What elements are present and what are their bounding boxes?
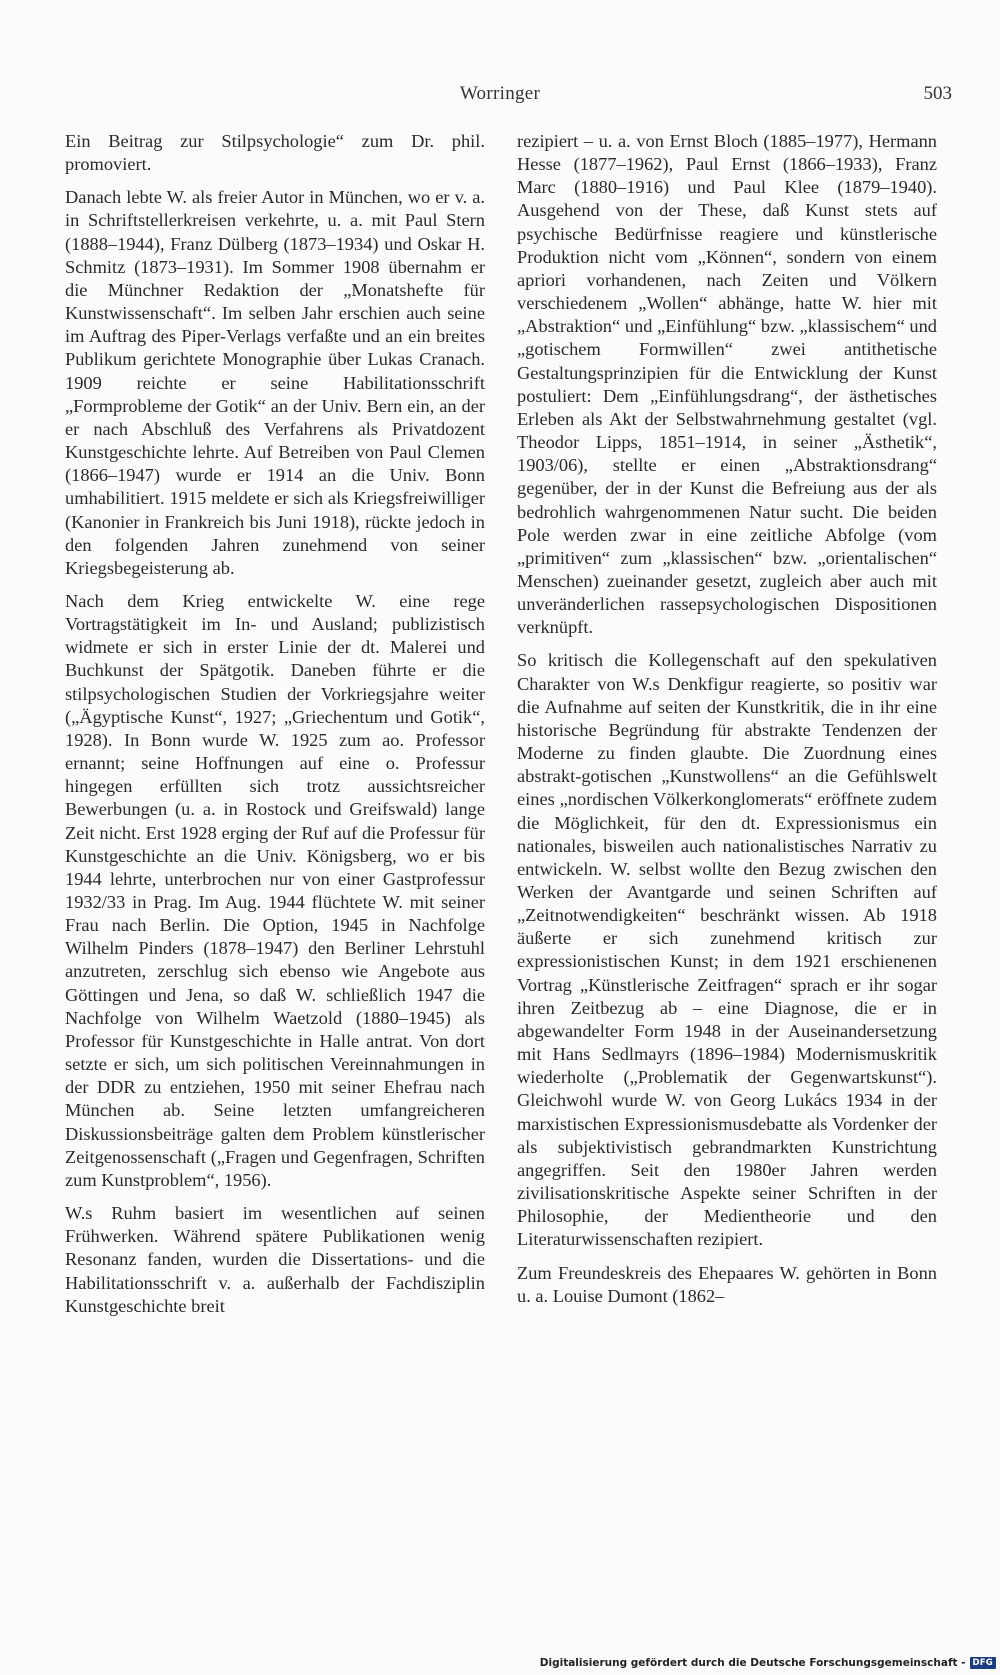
paragraph: Danach lebte W. als freier Autor in München, wo er v. a. in Schriftstellerkreisen verkehrte, u. a. mit Paul Stern (1888–1944), Franz Dülberg (1873–1934) und Oskar H. Schmitz (1873–1931). Im Sommer 1908 übernahm er die Münchner Redaktion der „Monatshefte für Kunstwissenschaft“. Im selben Jahr erschien auch seine im Auftrag des Piper-Verlags verfaßte und an ein breites Publikum gerichtete Monographie über Lukas Cranach. 1909 reichte er seine Habilitationsschrift „Formprobleme der Gotik“ an der Univ. Bern ein, an der er nach Abschluß des Verfahrens als Privatdozent Kunstgeschichte lehrte. Auf Betreiben von Paul Clemen (1866–1947) wurde er 1914 an die Univ. Bonn umhabilitiert. 1915 meldete er sich als Kriegsfreiwilliger (Kanonier in Frankreich bis Juni 1918), rückte jedoch in den folgenden Jahren zunehmend von seiner Kriegsbegeisterung ab. [65, 187, 485, 578]
dfg-logo: DFG [970, 1657, 996, 1669]
page-number: 503 [923, 83, 952, 104]
right-column [517, 130, 937, 1308]
paragraph: Ein Beitrag zur Stilpsychologie“ zum Dr. phil. promoviert. [65, 131, 485, 175]
paragraph: Zum Freundeskreis des Ehepaares W. gehörten in Bonn u. a. Louise Dumont (1862– [517, 1262, 937, 1306]
credit-text: Digitalisierung gefördert durch die Deutsche Forschungsgemeinschaft - [539, 1657, 966, 1669]
paragraph: rezipiert – u. a. von Ernst Bloch (1885–1977), Hermann Hesse (1877–1962), Paul Ernst (1866–1933), Franz Marc (1880–1916) und Paul Klee (1879–1940). Ausgehend von der These, daß Kunst stets auf psychische Bedürfnisse reagiere und künstlerische Produktion nicht vom „Können“, sondern von einem apriori vorhandenen, nach Zeiten und Völkern verschiedenem „Wollen“ abhänge, hatte W. hier mit „Abstraktion“ und „Einfühlung“ bzw. „klassischem“ und „gotischem Formwillen“ zwei antithetische Gestaltungsprinzipien für die Entwicklung der Kunst postuliert: Dem „Einfühlungsdrang“, der ästhetisches Erleben als Akt der Selbstwahrnehmung gestaltet (vgl. Theodor Lipps, 1851–1914, in seiner „Ästhetik“, 1903/06), stellte er einen „Abstraktionsdrang“ gegenüber, der in der Kunst die Befreiung aus der als bedrohlich wahrgenommenen Natur sucht. Die beiden Pole werden zwar in eine zeitliche Abfolge (vom „primitiven“ zum „klassischen“ bzw. „orientalischen“ Menschen) zueinander gesetzt, zugleich aber auch mit unveränderlichen rassepsychologischen Dispositionen verknüpft. [517, 131, 937, 638]
paragraph: W.s Ruhm basiert im wesentlichen auf seinen Frühwerken. Während spätere Publikationen wenig Resonanz fanden, wurden die Dissertations- und die Habilitationsschrift v. a. außerhalb der Fachdisziplin Kunstgeschichte breit [65, 1203, 485, 1316]
paragraph: So kritisch die Kollegenschaft auf den spekulativen Charakter von W.s Denkfigur reagierte, so positiv war die Aufnahme auf seiten der Kunstkritik, die in ihr eine historische Begründung für abstrakte Tendenzen der Moderne zu finden glaubte. Die Zuordnung eines abstrakt-gotischen „Kunstwollens“ an die Gefühlswelt eines „nordischen Völkerkonglomerats“ eröffnete zudem die Möglichkeit, für den dt. Expressionismus ein nationales, bisweilen auch nationalistisches Narrativ zu entwickeln. W. selbst wollte den Bezug zwischen den Werken der Avantgarde und seinen Schriften auf „Zeitnotwendigkeiten“ beschränkt wissen. Ab 1918 äußerte er sich zunehmend kritisch zur expressionistischen Kunst; in dem 1921 erschienenen Vortrag „Künstlerische Zeitfragen“ sprach er ihr sogar ihren Zeitbezug ab – eine Diagnose, die er in abgewandelter Form 1948 in der Auseinandersetzung mit Hans Sedlmayrs (1896–1984) Modernismuskritik wiederholte („Problematik der Gegenwartskunst“). Gleichwohl wurde W. von Georg Lukács 1934 in der marxistischen Expressionismusdebatte als Vordenker der als subjektivistisch gebrandmarkten Kunstrichtung angegriffen. Seit den 1980er Jahren werden zivilisationskritische Aspekte seiner Schriften in der Philosophie, der Medientheorie und den Literaturwissenschaften rezipiert. [517, 650, 937, 1250]
left-column [65, 130, 485, 1318]
paragraph: Nach dem Krieg entwickelte W. eine rege Vortragstätigkeit im In- und Ausland; publizistisch widmete er sich in erster Linie der dt. Malerei und Buchkunst der Spätgotik. Daneben führte er die stilpsychologischen Studien der Vorkriegsjahre weiter („Ägyptische Kunst“, 1927; „Griechentum und Gotik“, 1928). In Bonn wurde W. 1925 zum ao. Professor ernannt; seine Hoffnungen auf eine o. Professur hingegen erfüllten sich trotz aussichtsreicher Bewerbungen (u. a. in Rostock und Greifswald) lange Zeit nicht. Erst 1928 erging der Ruf auf die Professur für Kunstgeschichte an die Univ. Königsberg, wo er bis 1944 lehrte, unterbrochen nur von einer Gastprofessur 1932/33 in Prag. Im Aug. 1944 flüchtete W. mit seiner Frau nach Berlin. Die Option, 1945 in Nachfolge Wilhelm Pinders (1878–1947) den Berliner Lehrstuhl anzutreten, zerschlug sich ebenso wie Angebote aus Göttingen und Jena, so daß W. schließlich 1947 die Nachfolge von Wilhelm Waetzold (1880–1945) als Professor für Kunstgeschichte in Halle antrat. Von dort setzte er sich, um sich politischen Vereinnahmungen in der DDR zu entziehen, 1950 mit seiner Ehefrau nach München ab. Seine letzten umfangreicheren Diskussionsbeiträge galten dem Problem künstlerischer Zeitgenossenschaft („Fragen und Gegenfragen, Schriften zum Kunstproblem“, 1956). [65, 590, 485, 1190]
running-title: Worringer [459, 83, 541, 104]
digitization-credit [540, 1657, 996, 1669]
